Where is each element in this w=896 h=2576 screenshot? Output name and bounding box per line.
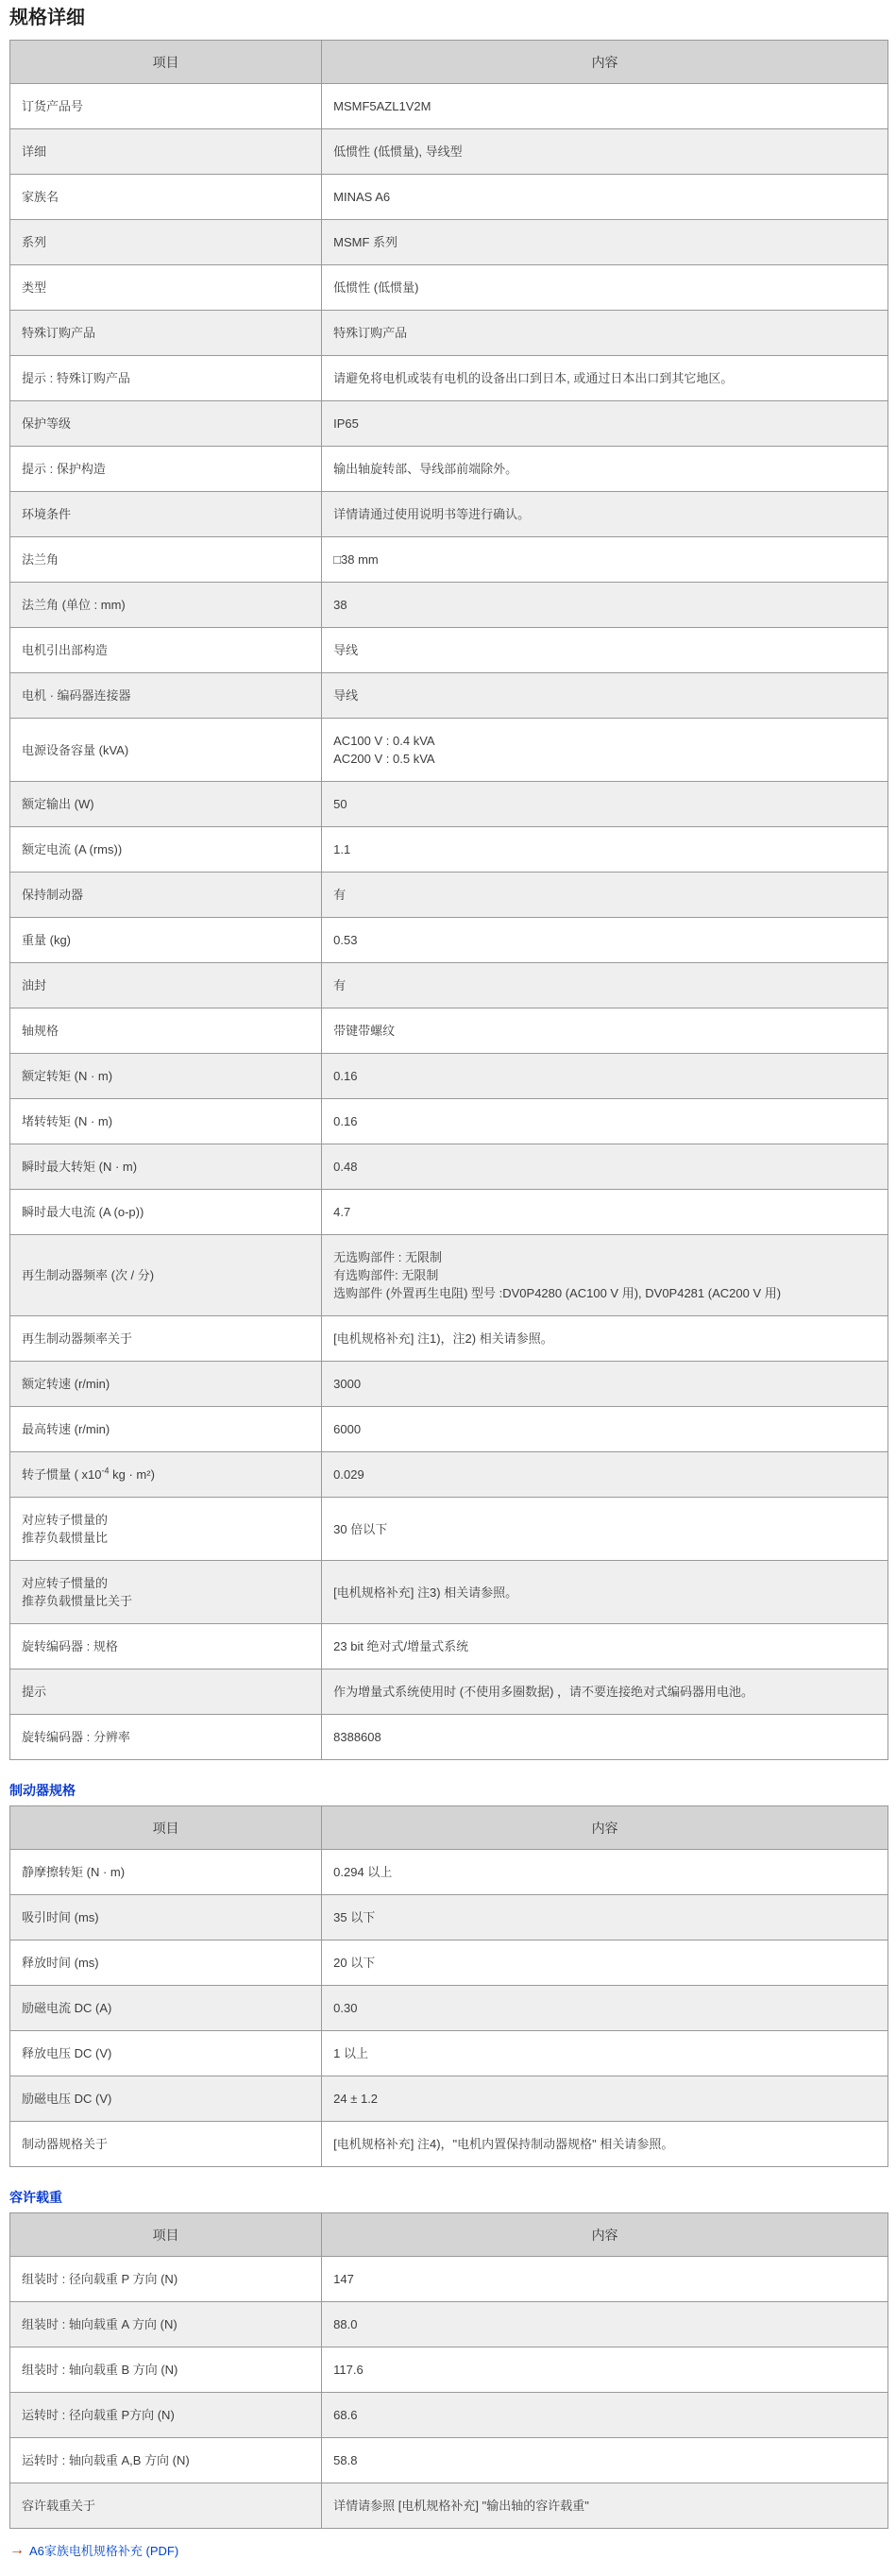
row-item-label: 组装时 : 径向载重 P 方向 (N) (10, 2257, 322, 2302)
row-content-value: 3000 (322, 1362, 888, 1407)
row-content-value: 请避免将电机或装有电机的设备出口到日本, 或通过日本出口到其它地区。 (322, 356, 888, 401)
allowable-load-table-head (10, 2213, 888, 2257)
row-item-label: 重量 (kg) (10, 918, 322, 963)
brake-spec-table-body (10, 1850, 888, 2167)
row-content-value: 38 (322, 583, 888, 628)
table-row (10, 2438, 888, 2483)
row-item-label: 额定转速 (r/min) (10, 1362, 322, 1407)
table-row (10, 1054, 888, 1099)
row-item-label: 最高转速 (r/min) (10, 1407, 322, 1452)
table-row (10, 1190, 888, 1235)
section-heading-allowable-load: 容许载重 (9, 2190, 62, 2205)
row-content-value: 导线 (322, 673, 888, 719)
row-item-label: 旋转编码器 : 分辨率 (10, 1715, 322, 1760)
row-content-value: 4.7 (322, 1190, 888, 1235)
row-item-label: 环境条件 (10, 492, 322, 537)
row-item-label: 订货产品号 (10, 84, 322, 129)
row-content-value: 输出轴旋转部、导线部前端除外。 (322, 447, 888, 492)
row-item-label: 组装时 : 轴向载重 A 方向 (N) (10, 2302, 322, 2347)
superscript-text: -4 (101, 1466, 110, 1476)
table-row (10, 447, 888, 492)
row-content-value: 88.0 (322, 2302, 888, 2347)
page-title: 规格详细 (9, 8, 85, 28)
column-header-item: 项目 (10, 2213, 322, 2257)
row-content-value: 0.294 以上 (322, 1850, 888, 1895)
column-header-item: 项目 (10, 41, 322, 84)
table-row (10, 2347, 888, 2393)
table-row (10, 2393, 888, 2438)
row-item-label: 组装时 : 轴向载重 B 方向 (N) (10, 2347, 322, 2393)
row-item-label: 家族名 (10, 175, 322, 220)
column-header-item: 项目 (10, 1806, 322, 1850)
row-content-value: 68.6 (322, 2393, 888, 2438)
row-content-value: 0.53 (322, 918, 888, 963)
table-row (10, 719, 888, 782)
row-item-label: 额定输出 (W) (10, 782, 322, 827)
row-item-label: 瞬时最大电流 (A (o-p)) (10, 1190, 322, 1235)
row-item-label: 瞬时最大转矩 (N · m) (10, 1144, 322, 1190)
table-row (10, 2302, 888, 2347)
row-content-value: 147 (322, 2257, 888, 2302)
row-content-value: 24 ± 1.2 (322, 2076, 888, 2122)
table-row (10, 1940, 888, 1986)
row-item-label: 容许载重关于 (10, 2483, 322, 2529)
row-item-label: 系列 (10, 220, 322, 265)
row-content-value: 带键带螺纹 (322, 1008, 888, 1054)
spec-detail-table-head (10, 41, 888, 84)
table-row (10, 1624, 888, 1669)
spec-detail-table-body (10, 84, 888, 1760)
row-content-value: 8388608 (322, 1715, 888, 1760)
table-row (10, 782, 888, 827)
pdf-link-row (9, 2541, 888, 2559)
table-row (10, 356, 888, 401)
table-row (10, 918, 888, 963)
row-item-label: 释放电压 DC (V) (10, 2031, 322, 2076)
row-item-label: 额定电流 (A (rms)) (10, 827, 322, 873)
column-header-content: 内容 (322, 2213, 888, 2257)
row-item-label: 额定转矩 (N · m) (10, 1054, 322, 1099)
table-row (10, 1561, 888, 1624)
row-item-label: 电机 · 编码器连接器 (10, 673, 322, 719)
row-item-label: 保持制动器 (10, 873, 322, 918)
table-row (10, 175, 888, 220)
row-item-label: 吸引时间 (ms) (10, 1895, 322, 1940)
table-row (10, 1452, 888, 1498)
row-content-value: 有 (322, 873, 888, 918)
row-item-label: 运转时 : 轴向载重 A,B 方向 (N) (10, 2438, 322, 2483)
header-row (10, 41, 888, 84)
arrow-right-icon: → (9, 2541, 25, 2558)
table-row (10, 1362, 888, 1407)
row-content-value: 117.6 (322, 2347, 888, 2393)
row-item-label: 保护等级 (10, 401, 322, 447)
row-content-value: 作为增量式系统使用时 (不使用多圈数据) ，请不要连接绝对式编码器用电池。 (322, 1669, 888, 1715)
row-content-value: 导线 (322, 628, 888, 673)
row-content-value: 详情请通过使用说明书等进行确认。 (322, 492, 888, 537)
row-content-value: 23 bit 绝对式/增量式系统 (322, 1624, 888, 1669)
table-row (10, 1715, 888, 1760)
row-content-value: 0.16 (322, 1054, 888, 1099)
table-row (10, 1099, 888, 1144)
row-item-label: 再生制动器频率关于 (10, 1316, 322, 1362)
row-item-label: 运转时 : 径向载重 P方向 (N) (10, 2393, 322, 2438)
row-content-value: MINAS A6 (322, 175, 888, 220)
row-item-label: 释放时间 (ms) (10, 1940, 322, 1986)
table-row (10, 1144, 888, 1190)
pdf-supplement-link[interactable]: A6家族电机规格补充 (PDF) (29, 2544, 179, 2558)
table-row (10, 1235, 888, 1316)
row-content-value: 有 (322, 963, 888, 1008)
row-item-label: 法兰角 (10, 537, 322, 583)
row-content-value: 35 以下 (322, 1895, 888, 1940)
row-content-value: [电机规格补充] 注3) 相关请参照。 (322, 1561, 888, 1624)
brake-spec-table (9, 1805, 888, 2167)
table-row (10, 2031, 888, 2076)
table-row (10, 583, 888, 628)
allowable-load-table-body (10, 2257, 888, 2529)
row-content-value: 无选购部件 : 无限制 有选购部件: 无限制 选购部件 (外置再生电阻) 型号 :DV0P4280 (AC100 V 用), DV0P4281 (AC200 V 用) (322, 1235, 888, 1316)
spec-detail-table (9, 40, 888, 1760)
row-item-label: 提示 (10, 1669, 322, 1715)
row-content-value: 20 以下 (322, 1940, 888, 1986)
header-row (10, 1806, 888, 1850)
row-content-value: [电机规格补充] 注1)，注2) 相关请参照。 (322, 1316, 888, 1362)
row-content-value: 0.30 (322, 1986, 888, 2031)
row-item-label: 提示 : 保护构造 (10, 447, 322, 492)
header-row (10, 2213, 888, 2257)
row-content-value: 50 (322, 782, 888, 827)
table-row (10, 1895, 888, 1940)
row-item-label: 特殊订购产品 (10, 311, 322, 356)
row-content-value: 1 以上 (322, 2031, 888, 2076)
row-item-label: 轴规格 (10, 1008, 322, 1054)
row-item-label: 对应转子惯量的 推荐负载惯量比关于 (10, 1561, 322, 1624)
table-row (10, 1986, 888, 2031)
table-row (10, 628, 888, 673)
table-row (10, 220, 888, 265)
row-content-value: MSMF 系列 (322, 220, 888, 265)
row-item-label: 静摩擦转矩 (N · m) (10, 1850, 322, 1895)
row-item-label: 旋转编码器 : 规格 (10, 1624, 322, 1669)
table-row (10, 1498, 888, 1561)
table-row (10, 1850, 888, 1895)
table-row (10, 492, 888, 537)
table-row (10, 827, 888, 873)
row-content-value: 详情请参照 [电机规格补充] "输出轴的容许载重" (322, 2483, 888, 2529)
row-content-value: [电机规格补充] 注4)，"电机内置保持制动器规格" 相关请参照。 (322, 2122, 888, 2167)
row-item-label: 法兰角 (单位 : mm) (10, 583, 322, 628)
row-item-label: 类型 (10, 265, 322, 311)
brake-spec-table-head (10, 1806, 888, 1850)
table-row (10, 265, 888, 311)
row-item-label: 制动器规格关于 (10, 2122, 322, 2167)
row-content-value: 0.48 (322, 1144, 888, 1190)
table-row (10, 537, 888, 583)
section-heading-brake-spec: 制动器规格 (9, 1783, 76, 1798)
row-item-label: 再生制动器频率 (次 / 分) (10, 1235, 322, 1316)
table-row (10, 2076, 888, 2122)
row-content-value: 低惯性 (低惯量) (322, 265, 888, 311)
row-content-value: AC100 V : 0.4 kVA AC200 V : 0.5 kVA (322, 719, 888, 782)
row-content-value: 6000 (322, 1407, 888, 1452)
table-row (10, 1407, 888, 1452)
row-item-label: 对应转子惯量的 推荐负载惯量比 (10, 1498, 322, 1561)
row-content-value: 0.029 (322, 1452, 888, 1498)
table-row (10, 963, 888, 1008)
table-row (10, 129, 888, 175)
column-header-content: 内容 (322, 1806, 888, 1850)
table-row (10, 2257, 888, 2302)
table-row (10, 873, 888, 918)
table-row (10, 1008, 888, 1054)
row-item-label: 堵转转矩 (N · m) (10, 1099, 322, 1144)
table-row (10, 2483, 888, 2529)
row-item-label: 转子惯量 ( $x10^{-4}$ kg · m²) (10, 1452, 322, 1498)
row-item-label: 油封 (10, 963, 322, 1008)
row-item-label: 电源设备容量 (kVA) (10, 719, 322, 782)
row-content-value: 30 倍以下 (322, 1498, 888, 1561)
table-row (10, 2122, 888, 2167)
row-content-value: 特殊订购产品 (322, 311, 888, 356)
allowable-load-table (9, 2212, 888, 2529)
table-row (10, 84, 888, 129)
row-item-label: 励磁电压 DC (V) (10, 2076, 322, 2122)
row-item-label: 电机引出部构造 (10, 628, 322, 673)
row-content-value: 低惯性 (低惯量), 导线型 (322, 129, 888, 175)
row-item-label: 励磁电流 DC (A) (10, 1986, 322, 2031)
row-content-value: 1.1 (322, 827, 888, 873)
row-content-value: IP65 (322, 401, 888, 447)
row-content-value: 58.8 (322, 2438, 888, 2483)
table-row (10, 1669, 888, 1715)
row-item-label: 详细 (10, 129, 322, 175)
row-content-value: MSMF5AZL1V2M (322, 84, 888, 129)
column-header-content: 内容 (322, 41, 888, 84)
row-item-label: 提示 : 特殊订购产品 (10, 356, 322, 401)
row-content-value: □38 mm (322, 537, 888, 583)
table-row (10, 1316, 888, 1362)
table-row (10, 311, 888, 356)
row-content-value: 0.16 (322, 1099, 888, 1144)
table-row (10, 673, 888, 719)
table-row (10, 401, 888, 447)
